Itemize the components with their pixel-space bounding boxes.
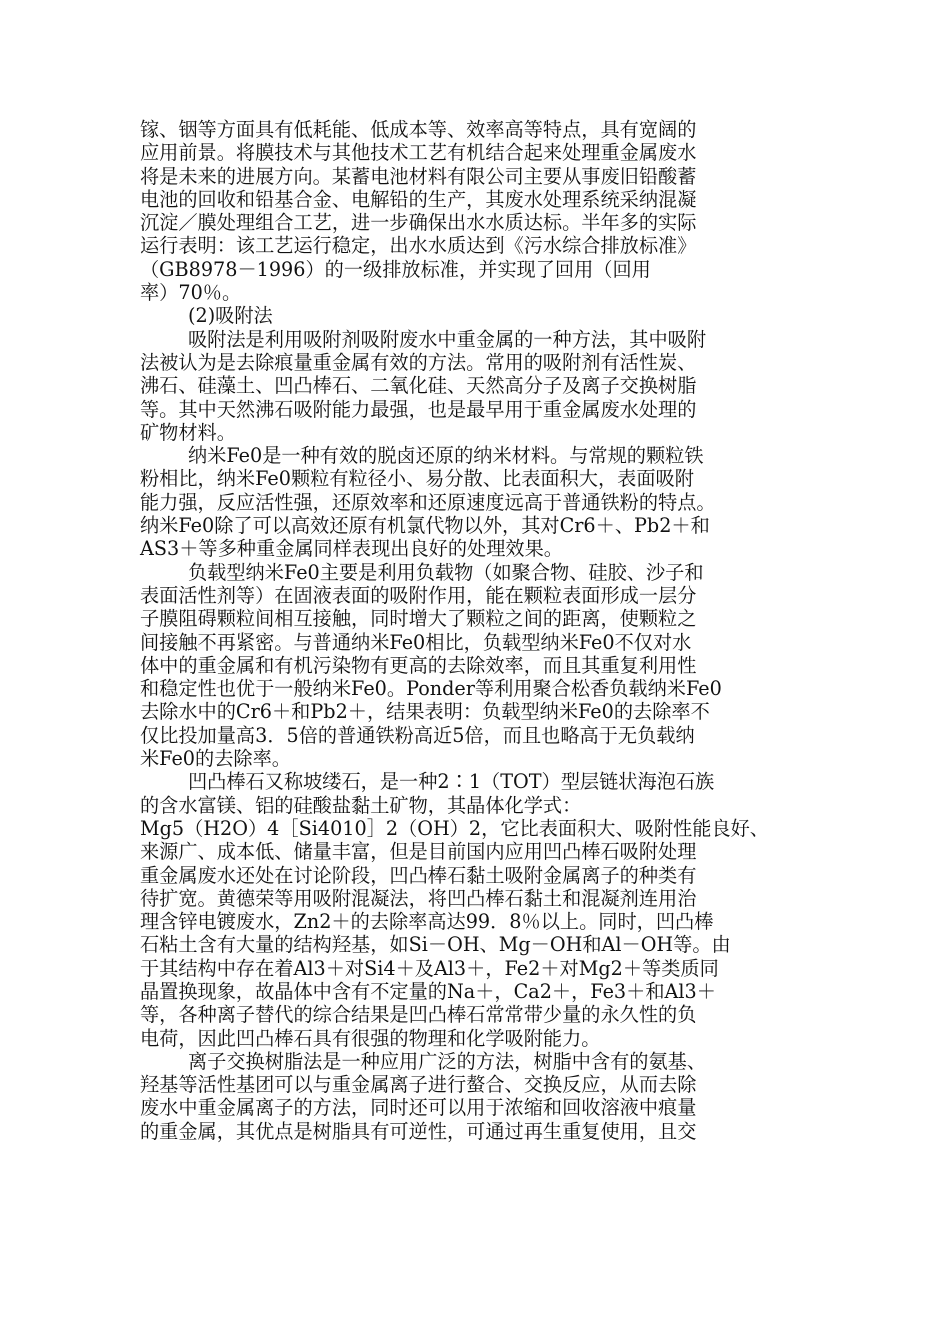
text-line: 凹凸棒石又称坡缕石，是一种2∶1（TOT）型层链状海泡石族 bbox=[188, 770, 715, 794]
text-line: 纳米Fe0是一种有效的脱卤还原的纳米材料。与常规的颗粒铁 bbox=[188, 444, 704, 468]
text-line: 间接触不再紧密。与普通纳米Fe0相比，负载型纳米Fe0不仅对水 bbox=[140, 630, 692, 654]
text-line: 纳米Fe0除了可以高效还原有机氯代物以外，其对Cr6＋、Pb2＋和 bbox=[140, 514, 710, 538]
text-line: 将是未来的进展方向。某蓄电池材料有限公司主要从事废旧铅酸蓄 bbox=[140, 164, 697, 188]
text-line: 的含水富镁、铝的硅酸盐黏土矿物，其晶体化学式： bbox=[140, 793, 582, 817]
text-line: 重金属废水还处在讨论阶段，凹凸棒石黏土吸附金属离子的种类有 bbox=[140, 863, 697, 887]
text-line: 于其结构中存在着Al3＋对Si4＋及Al3＋，Fe2＋对Mg2＋等类质同 bbox=[140, 956, 719, 980]
text-line: 运行表明：该工艺运行稳定，出水水质达到《污水综合排放标准》 bbox=[140, 234, 697, 258]
text-line: 法被认为是去除痕量重金属有效的方法。常用的吸附剂有活性炭、 bbox=[140, 350, 697, 374]
text-line: （GB8978－1996）的一级排放标准，并实现了回用（回用 bbox=[140, 257, 651, 281]
text-line: Mg5（H2O）4［Si4010］2（OH）2，它比表面积大、吸附性能良好、 bbox=[140, 816, 769, 840]
text-line: 待扩宽。黄德荣等用吸附混凝法，将凹凸棒石黏土和混凝剂连用治 bbox=[140, 886, 697, 910]
text-line: 米Fe0的去除率。 bbox=[140, 747, 291, 771]
text-line: 来源广、成本低、储量丰富，但是目前国内应用凹凸棒石吸附处理 bbox=[140, 840, 697, 864]
text-line: 羟基等活性基团可以与重金属离子进行螯合、交换反应，从而去除 bbox=[140, 1073, 697, 1097]
text-line: (2)吸附法 bbox=[188, 304, 273, 328]
text-line: 沉淀／膜处理组合工艺，进一步确保出水水质达标。半年多的实际 bbox=[140, 211, 697, 235]
text-line: 去除水中的Cr6＋和Pb2＋，结果表明：负载型纳米Fe0的去除率不 bbox=[140, 700, 710, 724]
document-body bbox=[140, 118, 810, 1143]
text-line: 理含锌电镀废水，Zn2＋的去除率高达99．8％以上。同时，凹凸棒 bbox=[140, 910, 714, 934]
text-line: AS3＋等多种重金属同样表现出良好的处理效果。 bbox=[140, 537, 563, 561]
text-line: 子膜阻碍颗粒间相互接触，同时增大了颗粒之间的距离，使颗粒之 bbox=[140, 607, 697, 631]
text-line: 应用前景。将膜技术与其他技术工艺有机结合起来处理重金属废水 bbox=[140, 141, 697, 165]
text-line: 能力强，反应活性强，还原效率和还原速度远高于普通铁粉的特点。 bbox=[140, 490, 716, 514]
text-line: 废水中重金属离子的方法，同时还可以用于浓缩和回收溶液中痕量 bbox=[140, 1096, 697, 1120]
text-line: 等。其中天然沸石吸附能力最强，也是最早用于重金属废水处理的 bbox=[140, 397, 697, 421]
text-line: 粉相比，纳米Fe0颗粒有粒径小、易分散、比表面积大，表面吸附 bbox=[140, 467, 694, 491]
text-line: 率）70％。 bbox=[140, 281, 242, 305]
text-line: 矿物材料。 bbox=[140, 420, 236, 444]
text-line: 体中的重金属和有机污染物有更高的去除效率，而且其重复利用性 bbox=[140, 653, 697, 677]
text-line: 和稳定性也优于一般纳米Fe0。Ponder等利用聚合松香负载纳米Fe0 bbox=[140, 677, 722, 701]
text-line: 的重金属，其优点是树脂具有可逆性，可通过再生重复使用，且交 bbox=[140, 1119, 697, 1143]
text-line: 吸附法是利用吸附剂吸附废水中重金属的一种方法，其中吸附 bbox=[188, 327, 707, 351]
text-line: 沸石、硅藻土、凹凸棒石、二氧化硅、天然高分子及离子交换树脂 bbox=[140, 374, 697, 398]
text-line: 离子交换树脂法是一种应用广泛的方法，树脂中含有的氨基、 bbox=[188, 1049, 707, 1073]
text-line: 镓、铟等方面具有低耗能、低成本等、效率高等特点，具有宽阔的 bbox=[140, 118, 697, 141]
text-line: 等，各种离子替代的综合结果是凹凸棒石常常带少量的永久性的负 bbox=[140, 1003, 697, 1027]
text-line: 表面活性剂等）在固液表面的吸附作用，能在颗粒表面形成一层分 bbox=[140, 583, 697, 607]
text-line: 电池的回收和铅基合金、电解铅的生产，其废水处理系统采纳混凝 bbox=[140, 187, 697, 211]
text-line: 负载型纳米Fe0主要是利用负载物（如聚合物、硅胶、沙子和 bbox=[188, 560, 704, 584]
text-line: 电荷，因此凹凸棒石具有很强的物理和化学吸附能力。 bbox=[140, 1026, 601, 1050]
text-line: 仅比投加量高3．5倍的普通铁粉高近5倍，而且也略高于无负载纳 bbox=[140, 723, 695, 747]
text-line: 石粘土含有大量的结构羟基，如Si－OH、Mg－OH和Al－OH等。由 bbox=[140, 933, 731, 957]
text-line: 晶置换现象，故晶体中含有不定量的Na＋，Ca2＋，Fe3＋和Al3＋ bbox=[140, 979, 716, 1003]
